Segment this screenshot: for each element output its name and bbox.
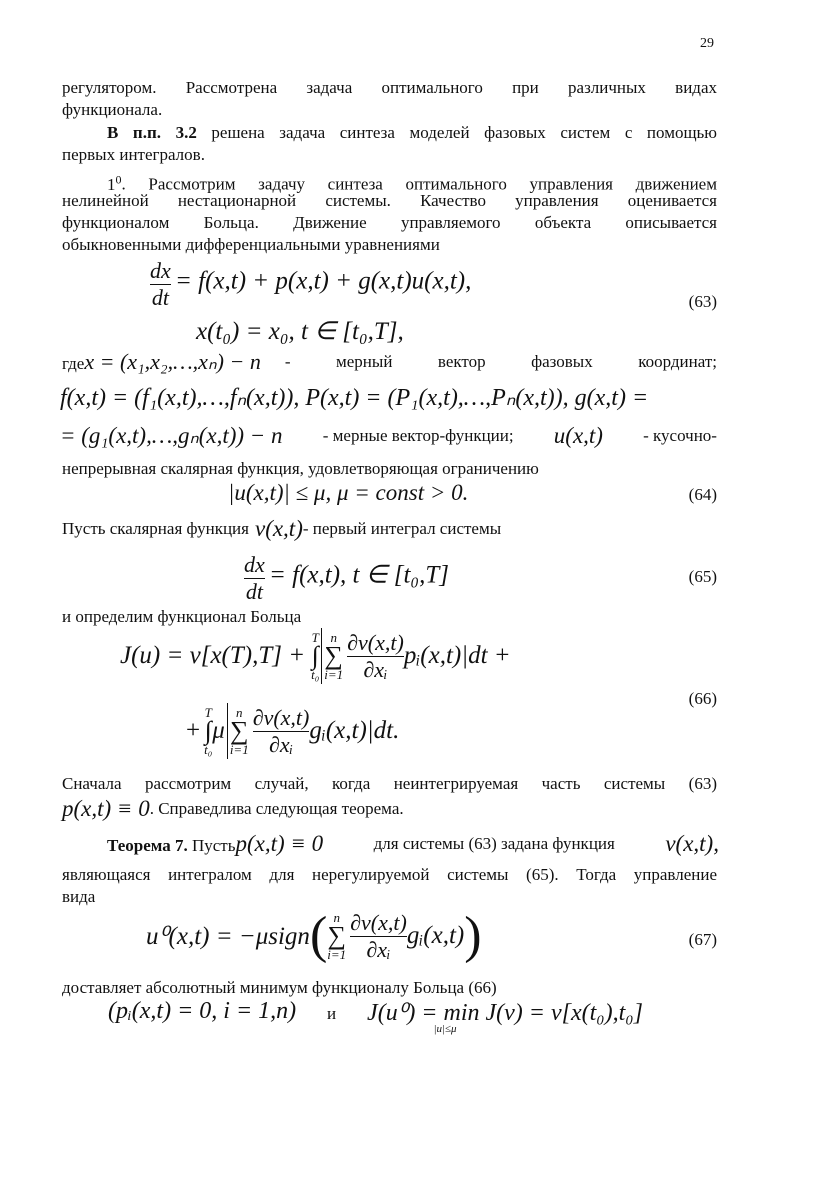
summation-sign: n ∑ i=1 xyxy=(229,705,249,757)
page-number: 29 xyxy=(700,36,714,51)
paren-open: ( xyxy=(309,907,328,964)
text-span: для системы (63) задана функция xyxy=(373,834,615,853)
functional-minimum: J(u⁰) = min J(v) = v[x(t₀),t₀] xyxy=(367,1000,643,1026)
equation-66-line2 xyxy=(186,703,399,759)
p-zero: p(x,t) ≡ 0 xyxy=(235,831,324,856)
text-line xyxy=(62,796,404,822)
text-line: первых интегралов. xyxy=(62,145,205,164)
v-function: v(x,t) xyxy=(254,516,303,541)
abs-bar xyxy=(321,628,322,684)
partial-fraction: $\frac{\partial v(x,t)}{\text{∂xᵢ}}$ xyxy=(350,909,407,962)
equation-67 xyxy=(146,908,482,964)
text-span: Пусть скалярная функция xyxy=(62,519,249,538)
equation-number-63: (63) xyxy=(688,292,717,311)
theorem-line xyxy=(107,831,719,857)
where-line xyxy=(62,349,717,375)
text-line: обыкновенными дифференциальными уравнениями xyxy=(62,235,440,254)
plus-sign: + xyxy=(186,717,201,744)
text-line: регулятором. Рассмотрена задача оптимального при различных видах xyxy=(62,78,717,97)
g-definition: = (g₁(x,t),…,gₙ(x,t)) − n xyxy=(60,423,283,448)
fraction-dx-dt: $\frac{dx}{dt}$ xyxy=(150,258,171,310)
equation-66-tail2: gᵢ(x,t)|dt. xyxy=(309,717,400,744)
text-line: функционала. xyxy=(62,100,163,119)
text-line: нелинейной нестационарной системы. Качество управления оценивается xyxy=(62,191,717,210)
final-formula-line xyxy=(108,998,643,1035)
vector-function-definitions: f(x,t) = (f₁(x,t),…,fₙ(x,t)), P(x,t) = (P₁(x,t),…,Pₙ(x,t)), g(x,t) = xyxy=(60,385,649,411)
summation-sign: n ∑ i=1 xyxy=(324,630,344,682)
equation-63-initial: x(t₀) = x₀, t ∈ [t₀,T], xyxy=(196,318,404,345)
equation-63-rhs: = f(x,t) + p(x,t) + g(x,t)u(x,t), xyxy=(175,267,472,295)
text-span: Пусть xyxy=(191,836,236,855)
equation-65-rhs: = f(x,t), t ∈ [t₀,T] xyxy=(269,561,449,589)
min-subscript: |u|≤μ xyxy=(433,1023,457,1035)
text-span: - кусочно- xyxy=(643,426,717,445)
equation-66-line1 xyxy=(120,628,511,684)
text-span: - первый интеграл системы xyxy=(302,519,502,538)
text-line xyxy=(107,122,717,144)
theorem-label: Теорема 7. xyxy=(107,836,188,855)
u-function: u(x,t) xyxy=(553,423,603,448)
mu-symbol: μ xyxy=(212,717,225,744)
text-line: являющаяся интегралом для нерегулируемой системы (65). Тогда управление xyxy=(62,865,717,884)
text-span: . Справедлива следующая теорема. xyxy=(149,799,404,818)
equation-number-64: (64) xyxy=(688,485,717,504)
section-ref: В п.п. 3.2 xyxy=(107,123,197,142)
control-lhs: u⁰(x,t) = −μsign xyxy=(146,923,310,950)
text-span: - мерные вектор-функции; xyxy=(322,426,514,445)
x-vector: x = (x₁,x₂,…,xₙ) − n xyxy=(84,349,261,374)
text-span: и xyxy=(327,1004,337,1023)
partial-fraction: $\frac{\partial v(x,t)}{\text{∂xᵢ}}$ xyxy=(347,629,404,682)
equation-number-66: (66) xyxy=(688,689,717,708)
text-line: и определим функционал Больца xyxy=(62,607,302,626)
equation-number-65: (65) xyxy=(688,567,717,586)
item-number: $1^0$ xyxy=(107,172,122,194)
text-line: Сначала рассмотрим случай, когда неинтегрируемая часть системы (63) xyxy=(62,774,717,793)
fraction-dx-dt: $\frac{dx}{dt}$ xyxy=(244,552,265,604)
equation-number-67: (67) xyxy=(688,930,717,949)
paren-close: ) xyxy=(464,907,482,964)
text-line: функционалом Больца. Движение управляемого объекта описывается xyxy=(62,213,717,232)
functional-lhs: J(u) = v[x(T),T] + xyxy=(120,642,306,669)
equation-64: |u(x,t)| ≤ μ, μ = const > 0. xyxy=(228,480,469,505)
text-span: где xyxy=(62,354,85,373)
equation-66-tail1: pᵢ(x,t)|dt + xyxy=(403,642,511,669)
abs-bar xyxy=(227,703,228,759)
summation-sign: n ∑ i=1 xyxy=(327,910,347,962)
text-line: вида xyxy=(62,887,96,906)
text-line: доставляет абсолютный минимум функционалу Больца (66) xyxy=(62,978,497,997)
text-span: - мерный вектор фазовых координат; xyxy=(284,352,717,371)
integral-sign: T ∫ t₀ xyxy=(311,630,320,682)
text-span: . Рассмотрим задачу синтеза оптимального управления движением xyxy=(121,174,717,194)
equation-65 xyxy=(244,552,449,605)
let-line xyxy=(62,516,501,542)
v-function: v(x,t), xyxy=(665,831,719,856)
p-zero-condition: (pᵢ(x,t) = 0, i = 1,n) xyxy=(108,998,297,1024)
p-zero: p(x,t) ≡ 0 xyxy=(62,796,150,821)
text-span: решена задача синтеза моделей фазовых систем с помощью xyxy=(211,123,718,142)
integral-sign: T ∫ t₀ xyxy=(204,705,213,757)
g-definition-line xyxy=(60,423,717,449)
equation-67-tail: gᵢ(x,t) xyxy=(406,922,465,949)
partial-fraction: $\frac{\partial v(x,t)}{\text{∂xᵢ}}$ xyxy=(252,704,310,757)
text-line: непрерывная скалярная функция, удовлетворяющая ограничению xyxy=(62,459,539,478)
equation-63-line1 xyxy=(150,258,471,311)
